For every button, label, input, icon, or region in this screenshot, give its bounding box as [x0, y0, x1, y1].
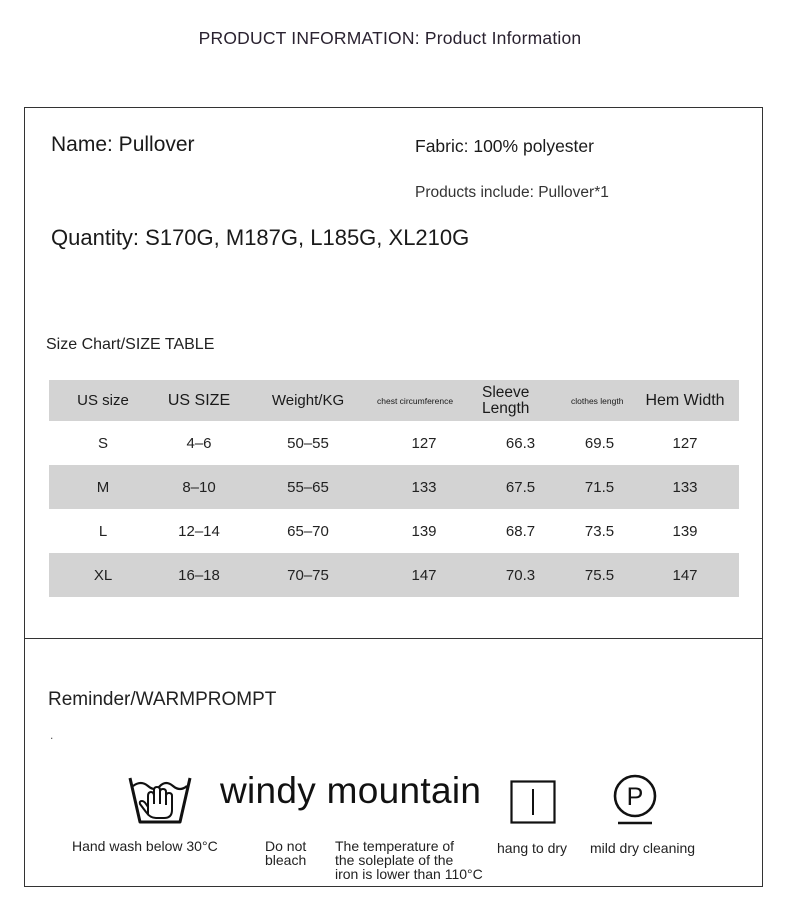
cell-hem-width: 127: [672, 434, 698, 452]
care-iron-line: the soleplate of the: [335, 852, 454, 868]
reminder-title: Reminder/WARMPROMPT: [48, 689, 277, 710]
page-title: PRODUCT INFORMATION: Product Information: [198, 28, 582, 48]
cell-us-size-upper: 4–6: [186, 434, 212, 452]
cell-weight: 50–55: [287, 434, 329, 452]
cell-sleeve: 67.5: [505, 478, 536, 496]
col-header-us-size: US size: [77, 392, 129, 409]
cell-sleeve: 70.3: [505, 566, 536, 584]
brand-name: windy mountain: [220, 770, 482, 811]
section-divider: [24, 638, 763, 639]
dry-clean-symbol: P: [626, 783, 644, 811]
cell-us-size: S: [97, 434, 108, 452]
cell-us-size: M: [96, 478, 110, 496]
size-table: [49, 380, 739, 597]
cell-us-size-upper: 12–14: [178, 522, 220, 540]
hang-dry-icon: [510, 780, 556, 824]
table-row: [49, 465, 739, 509]
table-row: [49, 509, 739, 553]
hand-wash-icon: [128, 774, 192, 826]
size-table-header-row: [49, 380, 739, 421]
col-header-sleeve: Sleeve Length: [482, 383, 530, 417]
dry-clean-icon: [612, 774, 658, 826]
cell-clothes-length: 73.5: [584, 522, 615, 540]
col-header-weight: Weight/KG: [271, 392, 345, 409]
care-hand-wash-label: Hand wash below 30°C: [72, 838, 218, 854]
cell-clothes-length: 75.5: [584, 566, 615, 584]
table-row: [49, 421, 739, 465]
cell-sleeve: 66.3: [505, 434, 536, 452]
cell-chest: 147: [411, 566, 437, 584]
cell-weight: 55–65: [287, 478, 329, 496]
cell-hem-width: 139: [672, 522, 698, 540]
care-iron-line: The temperature of: [335, 838, 455, 854]
cell-us-size: L: [98, 522, 108, 540]
cell-clothes-length: 69.5: [584, 434, 615, 452]
cell-chest: 139: [411, 522, 437, 540]
cell-sleeve: 68.7: [505, 522, 536, 540]
cell-us-size: XL: [93, 566, 113, 584]
product-name: Name: Pullover: [51, 133, 195, 156]
product-fabric: Fabric: 100% polyester: [415, 136, 594, 156]
col-header-clothes-length: clothes length: [571, 395, 624, 406]
care-bleach-line: Do not: [265, 838, 307, 854]
cell-us-size-upper: 8–10: [182, 478, 216, 496]
col-header-us-size-upper: US SIZE: [167, 391, 231, 409]
reminder-dot: .: [50, 728, 54, 742]
care-bleach-line: bleach: [265, 852, 307, 868]
care-dry-clean-label: mild dry cleaning: [590, 840, 696, 856]
table-row: [49, 553, 739, 597]
col-header-chest: chest circumference: [377, 395, 454, 406]
cell-chest: 133: [411, 478, 437, 496]
size-chart-title: Size Chart/SIZE TABLE: [46, 336, 215, 353]
product-quantity: Quantity: S170G, M187G, L185G, XL210G: [51, 225, 470, 250]
care-iron-label: [335, 839, 500, 881]
col-header-hem-width: Hem Width: [645, 391, 725, 409]
cell-clothes-length: 71.5: [584, 478, 615, 496]
cell-hem-width: 133: [672, 478, 698, 496]
cell-us-size-upper: 16–18: [178, 566, 220, 584]
cell-weight: 65–70: [287, 522, 329, 540]
product-includes: Products include: Pullover*1: [415, 184, 609, 201]
cell-weight: 70–75: [287, 566, 329, 584]
cell-hem-width: 147: [672, 566, 698, 584]
cell-chest: 127: [411, 434, 437, 452]
care-iron-line: iron is lower than 110°C: [335, 866, 483, 882]
care-hang-label: hang to dry: [497, 840, 568, 856]
care-bleach-label: [265, 839, 306, 867]
